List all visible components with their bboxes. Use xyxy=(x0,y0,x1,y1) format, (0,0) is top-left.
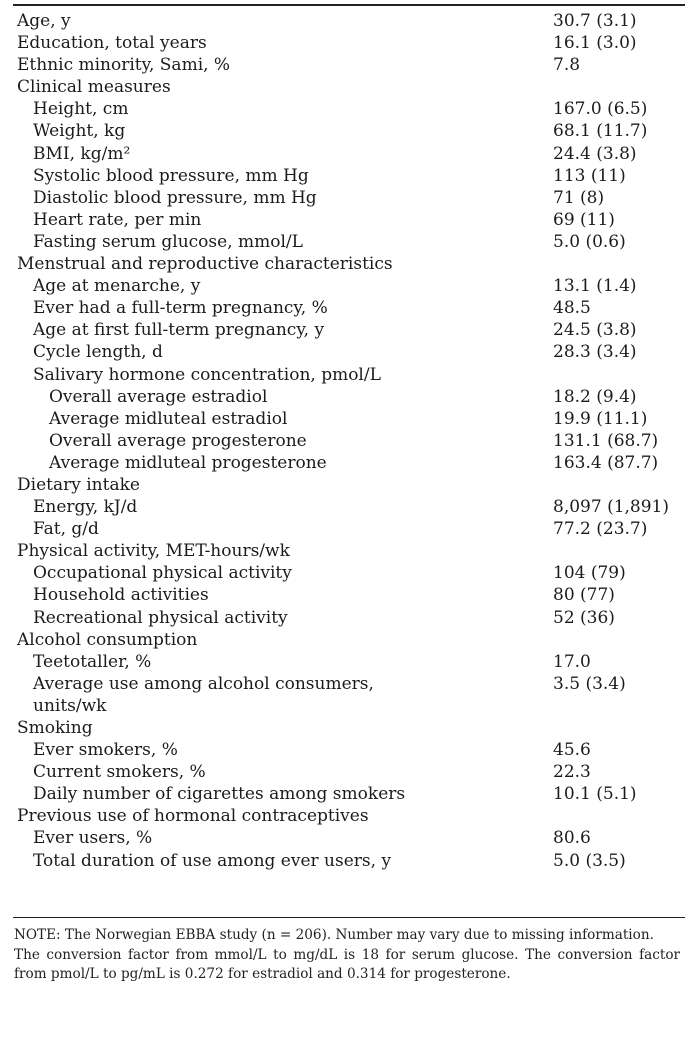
table-row xyxy=(0,120,689,142)
row-value: 19.9 (11.1) xyxy=(553,408,648,429)
table-row xyxy=(0,607,689,629)
row-label: Household activities xyxy=(33,585,209,606)
row-label: Diastolic blood pressure, mm Hg xyxy=(33,187,317,208)
row-label: Average use among alcohol consumers, units/wk xyxy=(33,673,374,716)
table-row xyxy=(0,98,689,120)
table-row xyxy=(0,783,689,805)
table-row xyxy=(0,341,689,363)
row-value: 52 (36) xyxy=(553,607,615,628)
row-label: Dietary intake xyxy=(17,474,140,495)
row-value: 30.7 (3.1) xyxy=(553,11,637,31)
row-value: 18.2 (9.4) xyxy=(553,386,637,407)
table-row xyxy=(0,430,689,452)
row-value: 5.0 (0.6) xyxy=(553,231,626,252)
row-label: Recreational physical activity xyxy=(33,607,288,628)
row-label: Physical activity, MET-hours/wk xyxy=(17,541,290,562)
row-label: Fasting serum glucose, mmol/L xyxy=(33,231,303,252)
row-label: Overall average estradiol xyxy=(49,386,268,407)
table-row xyxy=(0,761,689,783)
row-value: 131.1 (68.7) xyxy=(553,430,659,451)
table-row xyxy=(0,386,689,408)
table-row xyxy=(0,518,689,540)
row-value: 8,097 (1,891) xyxy=(553,497,670,518)
table-row xyxy=(0,209,689,231)
row-value: 28.3 (3.4) xyxy=(553,342,637,363)
row-label: Alcohol consumption xyxy=(17,629,198,650)
row-value: 77.2 (23.7) xyxy=(553,519,648,540)
row-value: 45.6 xyxy=(553,740,591,761)
row-value: 80.6 xyxy=(553,828,591,849)
row-label: Overall average progesterone xyxy=(49,430,307,451)
row-label: Teetotaller, % xyxy=(33,651,152,672)
table-row xyxy=(0,319,689,341)
table-row xyxy=(0,231,689,253)
table-row xyxy=(0,32,689,54)
row-value: 17.0 xyxy=(553,651,591,672)
table-row xyxy=(0,54,689,76)
table-row xyxy=(0,562,689,584)
row-label: Height, cm xyxy=(33,99,129,120)
row-value: 7.8 xyxy=(553,55,581,76)
table-row xyxy=(0,584,689,606)
table-row xyxy=(0,651,689,673)
table-section-header xyxy=(0,629,689,651)
table-section-header xyxy=(0,364,689,386)
row-value: 104 (79) xyxy=(553,563,626,584)
row-value: 24.5 (3.8) xyxy=(553,320,637,341)
table-row xyxy=(0,10,689,32)
row-label: Weight, kg xyxy=(33,121,126,142)
row-value: 48.5 xyxy=(553,298,591,319)
row-label: Age at menarche, y xyxy=(33,276,201,297)
row-value: 24.4 (3.8) xyxy=(553,143,637,164)
table-section-header xyxy=(0,253,689,275)
row-label: Average midluteal progesterone xyxy=(49,452,327,473)
table-row xyxy=(0,187,689,209)
row-label: Smoking xyxy=(17,718,93,738)
table-section-header xyxy=(0,474,689,496)
row-value: 163.4 (87.7) xyxy=(553,452,659,473)
row-value: 10.1 (5.1) xyxy=(553,784,637,805)
row-value: 3.5 (3.4) xyxy=(553,673,626,694)
table-footnotes xyxy=(14,926,680,985)
table-section-header xyxy=(0,717,689,739)
footnote-conversion: The conversion factor from mmol/L to mg/dL is 18 for serum glucose. The conversion factor from pmol/L to pg/mL is 0.272 for estradiol and 0.314 for progesterone. xyxy=(14,946,680,982)
row-value: 71 (8) xyxy=(553,187,605,208)
table-section-header xyxy=(0,76,689,98)
row-value: 80 (77) xyxy=(553,585,615,606)
row-label: Age at first full-term pregnancy, y xyxy=(33,320,325,341)
table-row xyxy=(0,452,689,474)
row-value: 13.1 (1.4) xyxy=(553,276,637,297)
characteristics-table xyxy=(0,10,689,872)
row-label: Ethnic minority, Sami, % xyxy=(17,55,231,76)
row-label: Energy, kJ/d xyxy=(33,497,138,518)
table-row xyxy=(0,496,689,518)
row-value: 68.1 (11.7) xyxy=(553,121,648,142)
row-value: 113 (11) xyxy=(553,165,626,186)
row-label: Total duration of use among ever users, y xyxy=(33,850,392,871)
row-label: Heart rate, per min xyxy=(33,209,202,230)
row-label: Clinical measures xyxy=(17,77,171,98)
row-label: Average midluteal estradiol xyxy=(49,408,288,429)
row-label: Ever had a full-term pregnancy, % xyxy=(33,298,328,319)
table-row xyxy=(0,297,689,319)
table-row xyxy=(0,673,689,717)
row-label: Ever users, % xyxy=(33,828,153,849)
table-section-header xyxy=(0,540,689,562)
table-row xyxy=(0,850,689,872)
row-label: Current smokers, % xyxy=(33,762,206,783)
row-label: Previous use of hormonal contraceptives xyxy=(17,806,369,827)
table-row xyxy=(0,827,689,849)
row-label: Education, total years xyxy=(17,33,207,54)
table-row xyxy=(0,275,689,297)
row-label: Age, y xyxy=(17,11,71,31)
table-row xyxy=(0,143,689,165)
row-value: 167.0 (6.5) xyxy=(553,99,648,120)
table-row xyxy=(0,739,689,761)
row-label: Cycle length, d xyxy=(33,342,163,363)
row-value: 22.3 xyxy=(553,762,591,783)
row-label: Systolic blood pressure, mm Hg xyxy=(33,165,309,186)
row-value: 69 (11) xyxy=(553,209,615,230)
row-value: 16.1 (3.0) xyxy=(553,33,637,54)
row-label: Salivary hormone concentration, pmol/L xyxy=(33,364,381,385)
row-value: 5.0 (3.5) xyxy=(553,850,626,871)
row-label: Ever smokers, % xyxy=(33,740,178,761)
table-top-rule xyxy=(13,4,685,6)
table-section-header xyxy=(0,805,689,827)
table-row xyxy=(0,165,689,187)
row-label: Occupational physical activity xyxy=(33,563,292,584)
row-label: Daily number of cigarettes among smokers xyxy=(33,784,406,805)
row-label: Fat, g/d xyxy=(33,519,99,540)
row-label: Menstrual and reproductive characteristics xyxy=(17,254,393,275)
row-label: BMI, kg/m² xyxy=(33,143,131,164)
table-bottom-rule xyxy=(13,917,685,918)
table-row xyxy=(0,408,689,430)
footnote-study: NOTE: The Norwegian EBBA study (n = 206). Number may vary due to missing information. xyxy=(14,927,654,943)
